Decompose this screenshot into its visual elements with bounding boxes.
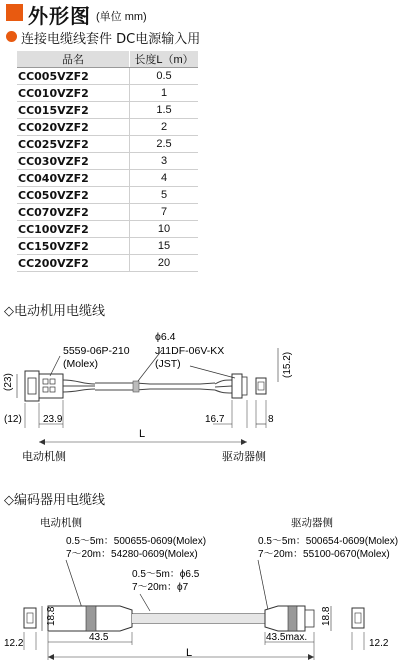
motor-left-conn-maker: (Molex) (63, 358, 99, 370)
product-name-cell: CC050VZF2 (17, 187, 130, 204)
motor-left-conn-label: 5559-06P-210 (63, 345, 130, 357)
table-row (17, 221, 198, 238)
product-name-cell: CC005VZF2 (17, 68, 130, 85)
encoder-left-line2: 7～20m：54280-0609(Molex) (66, 549, 198, 560)
length-cell: 10 (130, 221, 199, 238)
table-header-row (17, 51, 198, 68)
length-cell: 1 (130, 85, 199, 102)
product-name-cell: CC015VZF2 (17, 102, 130, 119)
dim-height-left: (23) (3, 373, 14, 391)
encoder-left-plug (24, 608, 36, 628)
page-title: 外形图 (28, 4, 91, 28)
dim-43-5-max: 43.5max. (266, 632, 308, 643)
motor-right-connector-end (256, 378, 266, 394)
encoder-right-line1: 0.5～5m：500654-0609(Molex) (258, 536, 399, 547)
length-cell: 5 (130, 187, 199, 204)
product-name-cell: CC020VZF2 (17, 119, 130, 136)
table-row (17, 85, 198, 102)
product-name-cell: CC200VZF2 (17, 255, 130, 272)
unit-note: (单位 mm) (96, 11, 147, 23)
table-row (17, 153, 198, 170)
dim-23-9: 23.9 (43, 414, 63, 425)
length-cell: 2.5 (130, 136, 199, 153)
dim-12-2-left: 12.2 (4, 638, 24, 649)
motor-cable-drawing (0, 318, 400, 468)
encoder-right-plug (352, 608, 364, 628)
length-cell: 2 (130, 119, 199, 136)
dim-43-5: 43.5 (89, 632, 109, 643)
product-name-cell: CC100VZF2 (17, 221, 130, 238)
spec-table (17, 51, 198, 272)
product-name-cell: CC030VZF2 (17, 153, 130, 170)
length-cell: 0.5 (130, 68, 199, 85)
dim-18-8-left: 18.8 (46, 606, 57, 626)
dim-12: (12) (4, 414, 22, 425)
length-cell: 20 (130, 255, 199, 272)
table-row (17, 187, 198, 204)
length-cell: 3 (130, 153, 199, 170)
length-cell: 4 (130, 170, 199, 187)
header-square-icon (6, 4, 23, 21)
encoder-mid-line2: 7～20m：ϕ7 (132, 582, 189, 593)
encoder-dim-L: L (186, 647, 193, 659)
product-name-cell: CC010VZF2 (17, 85, 130, 102)
motor-right-conn-maker: (JST) (155, 358, 181, 370)
motor-side-label: 电动机侧 (22, 451, 66, 463)
col-header-name: 品名 (17, 51, 130, 68)
dim-18-8-right: 18.8 (321, 606, 332, 626)
motor-left-connector-end (25, 371, 39, 401)
encoder-right-line2: 7～20m：55100-0670(Molex) (258, 549, 390, 560)
encoder-motor-side-label: 电动机侧 (40, 517, 82, 529)
dim-12-2-right: 12.2 (369, 638, 389, 649)
table-row (17, 119, 198, 136)
product-name-cell: CC150VZF2 (17, 238, 130, 255)
dim-height-right: (15.2) (282, 351, 293, 378)
product-name-cell: CC040VZF2 (17, 170, 130, 187)
table-row (17, 255, 198, 272)
encoder-driver-side-label: 驱动器侧 (291, 517, 333, 529)
table-row (17, 68, 198, 85)
motor-cable-title: ◇电动机用电缆线 (4, 304, 105, 319)
encoder-mid-line1: 0.5～5m：ϕ6.5 (132, 569, 200, 580)
encoder-right-connector (265, 606, 305, 631)
table-row (17, 238, 198, 255)
encoder-left-line1: 0.5～5m：500655-0609(Molex) (66, 536, 207, 547)
product-name-cell: CC070VZF2 (17, 204, 130, 221)
table-row (17, 136, 198, 153)
table-row (17, 170, 198, 187)
driver-side-label: 驱动器侧 (222, 451, 266, 463)
length-cell: 7 (130, 204, 199, 221)
motor-left-connector (39, 374, 63, 398)
motor-cable-diameter: ϕ6.4 (155, 331, 176, 343)
product-name-cell: CC025VZF2 (17, 136, 130, 153)
length-cell: 1.5 (130, 102, 199, 119)
section-subtitle: 连接电缆线套件 DC电源输入用 (21, 32, 201, 47)
length-cell: 15 (130, 238, 199, 255)
motor-right-conn-label: J11DF-06V-KX (155, 345, 225, 357)
encoder-cable-drawing (0, 510, 400, 662)
table-row (17, 204, 198, 221)
encoder-cable-title: ◇编码器用电缆线 (4, 493, 105, 508)
motor-dim-L: L (139, 428, 146, 440)
dim-8: 8 (268, 414, 274, 425)
col-header-length: 长度L（m） (130, 51, 199, 68)
table-row (17, 102, 198, 119)
dim-16-7: 16.7 (205, 414, 225, 425)
bullet-dot-icon (6, 31, 17, 42)
